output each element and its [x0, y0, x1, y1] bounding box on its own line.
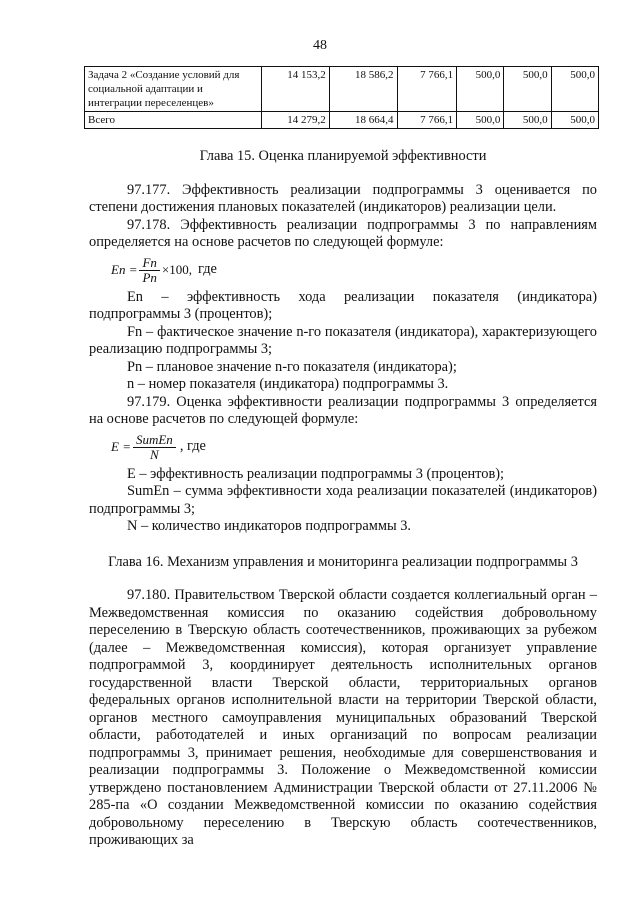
- table-cell: 500,0: [551, 67, 598, 112]
- table-cell: 500,0: [457, 112, 504, 129]
- formula-denominator: N: [150, 446, 159, 462]
- table-cell: 7 766,1: [397, 67, 457, 112]
- table-cell: 14 153,2: [262, 67, 330, 112]
- formula-tail: где: [198, 261, 217, 278]
- chapter-15-title: Глава 15. Оценка планируемой эффективности: [199, 148, 487, 164]
- paragraph-97-180: 97.180. Правительством Тверской области создается коллегиальный орган – Межведомственная комиссия по оказанию содействия добровольному переселению в Тверскую область соотечественников, проживающих за рубежом (далее – Межведомственная комиссия), которая организует управление подпрограммой 3, координирует деятельность исполнительных органов государственной власти Тверской области, территориальных органов федеральных органов исполнительной власти на территории Тверской области, органов местного самоуправления муниципальных образований Тверской области, работодателей и иных организаций по вопросам реализации подпрограммы 3, принимает решения, необходимые для совершенствования и реализации подпрограммы 3. Положение о Межведомственной комиссии утверждено постановлением Администрации Тверской области от 27.11.2006 № 285-па «О создании Межведомственной комиссии по оказанию содействия добровольному переселению в Тверскую область соотечественников, проживающих за: [89, 587, 597, 848]
- table-cell: 500,0: [457, 67, 504, 112]
- document-body: [89, 148, 597, 850]
- paragraph-97-178: 97.178. Эффективность реализации подпрограммы 3 по направлениям определяется на основе расчетов по следующей формуле:: [89, 216, 597, 250]
- formula-en: [111, 256, 597, 285]
- formula-numerator: SumEn: [133, 433, 176, 448]
- table-cell: 14 279,2: [262, 112, 330, 129]
- table-cell: 500,0: [551, 112, 598, 129]
- table-cell: 18 586,2: [329, 67, 397, 112]
- table-row: [85, 67, 599, 112]
- definition-n: n – номер показателя (индикатора) подпрограммы 3.: [127, 376, 449, 392]
- definition-e: E – эффективность реализации подпрограммы 3 (процентов);: [127, 465, 505, 482]
- table-cell: 18 664,4: [329, 112, 397, 129]
- table-cell-label: Задача 2 «Создание условий для социальной адаптации и интеграции переселенцев»: [85, 67, 262, 112]
- formula-numerator: Fn: [139, 256, 159, 271]
- page-number: 48: [313, 38, 327, 53]
- chapter-16-title: Глава 16. Механизм управления и мониторинга реализации подпрограммы 3: [108, 553, 578, 570]
- formula-denominator: Pn: [142, 269, 157, 285]
- formula-tail: , где: [179, 438, 206, 455]
- paragraph-97-179: 97.179. Оценка эффективности реализации подпрограммы 3 определяется на основе расчетов по следующей формуле:: [89, 393, 597, 427]
- definition-fn: Fn – фактическое значение n-го показателя (индикатора), характеризующего реализацию подпрограммы 3;: [89, 323, 597, 357]
- table-cell: 7 766,1: [397, 112, 457, 129]
- definition-en: En – эффективность хода реализации показателя (индикатора) подпрограммы 3 (процентов);: [89, 288, 597, 322]
- definition-sumen: SumEn – сумма эффективности хода реализации показателей (индикаторов) подпрограммы 3;: [89, 483, 597, 517]
- formula-lhs: E =: [111, 439, 131, 455]
- formula-fraction: [139, 256, 159, 285]
- table-row: [85, 112, 599, 129]
- definition-count-n: N – количество индикаторов подпрограммы 3.: [127, 518, 412, 534]
- table-cell: 500,0: [504, 112, 551, 129]
- formula-rhs: ×100,: [161, 262, 193, 278]
- budget-table: [84, 66, 599, 129]
- paragraph-97-177: 97.177. Эффективность реализации подпрограммы 3 оценивается по степени достижения плановых показателей (индикаторов) реализации цели.: [89, 181, 597, 215]
- definition-pn: Pn – плановое значение n-го показателя (индикатора);: [127, 358, 457, 375]
- formula-e: [111, 433, 597, 462]
- formula-fraction: [133, 433, 176, 462]
- table-cell: 500,0: [504, 67, 551, 112]
- table-cell-label: Всего: [85, 112, 262, 129]
- formula-lhs: En =: [111, 262, 138, 278]
